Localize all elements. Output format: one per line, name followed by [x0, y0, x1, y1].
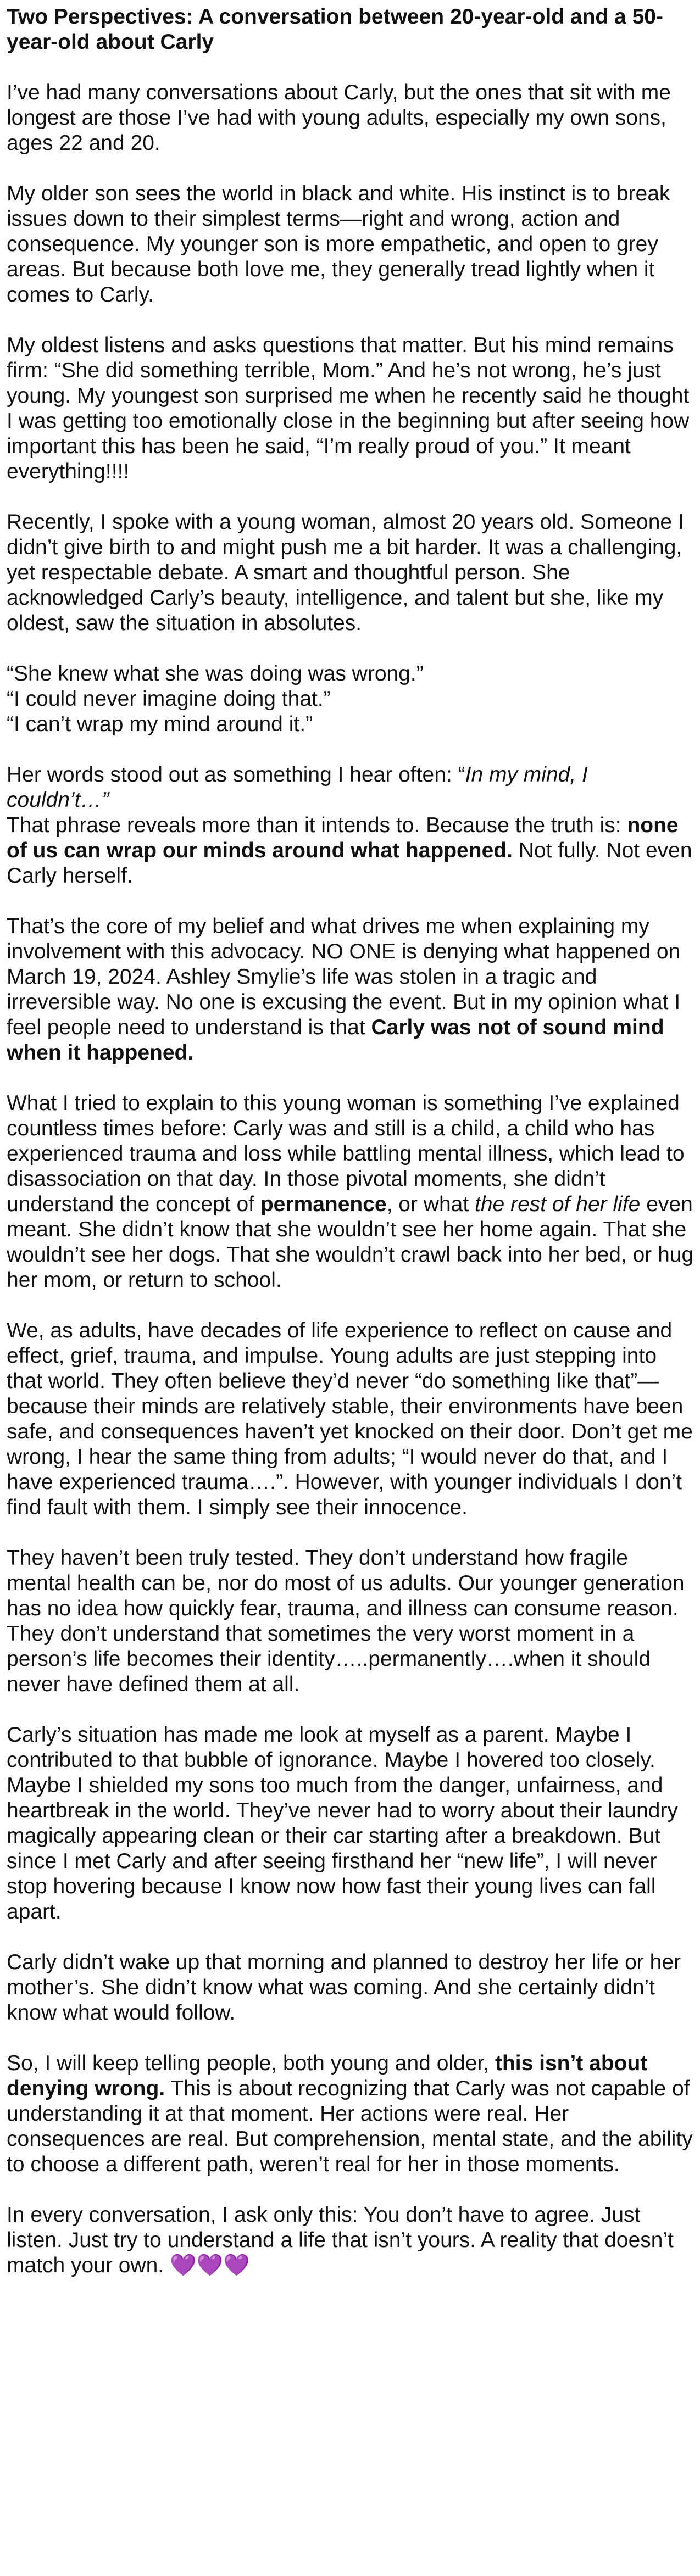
quotes-block: [7, 661, 696, 737]
her-words-line: Her words stood out as something I hear often: “In my mind, I couldn’t…”: [7, 763, 588, 812]
paragraph-keep-telling: So, I will keep telling people, both young and older, this isn’t about denying wrong. This is about recognizing that Carly was not capable of understanding it at that moment. Her actions were real. Her consequences are real. But comprehension, mental state, and the ability to choose a different path, weren’t real for her in those moments.: [7, 2051, 693, 2176]
paragraph-not-tested: They haven’t been truly tested. They don’t understand how fragile mental health can be, nor do most of us adults. Our younger generation has no idea how quickly fear, trauma, and illness can consume reason. They don’t understand that sometimes the very worst moment in a person’s life becomes their identity…..permanently….when it should never have defined them at all.: [7, 1546, 685, 1696]
quote-line: “I can’t wrap my mind around it.”: [7, 712, 313, 736]
paragraph-core-belief: That’s the core of my belief and what drives me when explaining my involvement with this advocacy. NO ONE is denying what happened on March 19, 2024. Ashley Smylie’s life was stolen in a tragic and irreversible way. No one is excusing the event. But in my opinion what I feel people need to understand is that Carly was not of sound mind when it happened.: [7, 915, 681, 1064]
paragraph-oldest-youngest: My oldest listens and asks questions that matter. But his mind remains firm: “She did something terrible, Mom.” And he’s not wrong, he’s just young. My youngest son surprised me when he recently said he thought I was getting too emotionally close in the beginning but after seeing how important this has been he said, “I’m really proud of you.” It meant everything!!!!: [7, 333, 690, 483]
paragraph-explanation: What I tried to explain to this young woman is something I’ve explained countless times before: Carly was and still is a child, a child who has experienced trauma and loss while battling mental illness, which lead to disassociation on that day. In those pivotal moments, she didn’t understand the concept of permanence, or what the rest of her life even meant. She didn’t know that she wouldn’t see her home again. That she wouldn’t see her dogs. That she wouldn’t crawl back into her bed, or hug her mom, or return to school.: [7, 1091, 694, 1292]
purple-heart-icon: 💜💜💜: [169, 2254, 250, 2277]
paragraph-sons-perspectives: My older son sees the world in black and white. His instinct is to break issues down to their simplest terms—right and wrong, action and consequence. My younger son is more empathetic, and open to grey areas. But because both love me, they generally tread lightly when it comes to Carly.: [7, 182, 670, 306]
paragraph-adults-experience: We, as adults, have decades of life experience to reflect on cause and effect, grief, trauma, and impulse. Young adults are just stepping into that world. They often believe they’d never “do something like that”—because their minds are relatively stable, their environments have been safe, and consequences haven’t yet knocked on their door. Don’t get me wrong, I hear the same thing from adults; “I would never do that, and I have experienced trauma….”. However, with younger individuals I don’t find fault with them. I simply see their innocence.: [7, 1319, 693, 1519]
paragraph-parenting: Carly’s situation has made me look at myself as a parent. Maybe I contributed to that bubble of ignorance. Maybe I hovered too closely. Maybe I shielded my sons too much from the danger, unfairness, and heartbreak in the world. They’ve never had to worry about their laundry magically appearing clean or their car starting after a breakdown. But since I met Carly and after seeing firsthand her “new life”, I will never stop hovering because I know now how fast their young lives can fall apart.: [7, 1723, 678, 1923]
quote-line: “She knew what she was doing was wrong.”: [7, 662, 424, 685]
paragraph-young-woman: Recently, I spoke with a young woman, almost 20 years old. Someone I didn’t give birth to and might push me a bit harder. It was a challenging, yet respectable debate. A smart and thoughtful person. She acknowledged Carly’s beauty, intelligence, and talent but she, like my oldest, saw the situation in absolutes.: [7, 510, 684, 635]
quote-line: “I could never imagine doing that.”: [7, 687, 331, 711]
article-title: Two Perspectives: A conversation between 20-year-old and a 50-year-old about Carly: [7, 5, 663, 54]
paragraph-closing: In every conversation, I ask only this: You don’t have to agree. Just listen. Just try to understand a life that isn’t yours. A reality that doesn’t match your own. 💜💜💜: [7, 2203, 674, 2277]
paragraph-sons-intro: I’ve had many conversations about Carly, but the ones that sit with me longest are those I’ve had with young adults, especially my own sons, ages 22 and 20.: [7, 81, 671, 155]
phrase-reveals-line: That phrase reveals more than it intends to. Because the truth is: none of us can wrap our minds around what happened. Not fully. Not even Carly herself.: [7, 813, 692, 888]
paragraph-her-words: [7, 762, 696, 889]
paragraph-that-morning: Carly didn’t wake up that morning and planned to destroy her life or her mother’s. She didn’t know what was coming. And she certainly didn’t know what would follow.: [7, 1950, 681, 2025]
